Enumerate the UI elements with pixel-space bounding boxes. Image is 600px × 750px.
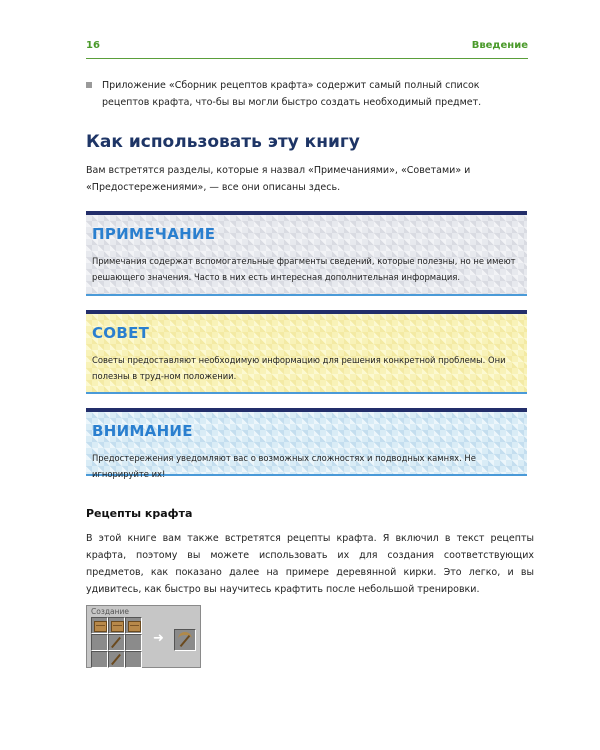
intro-paragraph: Вам встретятся разделы, которые я назвал «Примечаниями», «Советами» и «Предостережениями», — все они описаны здесь. [86,165,471,193]
recipes-heading: Рецепты крафта [86,507,193,520]
plank-icon [111,621,124,632]
section-heading: Как использовать эту книгу [86,132,360,152]
craft-slot [108,634,125,651]
stick-icon [111,654,121,665]
craft-slot [125,617,142,634]
tip-callout-text: Советы предоставляют необходимую информацию для решения конкретной проблемы. Они полезны в труд-ном положении. [92,355,506,381]
craft-result-slot [174,629,196,651]
craft-slot [108,651,125,668]
warning-callout-title: ВНИМАНИЕ [92,422,193,440]
plank-icon [94,621,107,632]
plank-icon [128,621,141,632]
warning-callout-text: Предостережения уведомляют вас о возможных сложностях и подводных камнях. Не игнорируйте их! [92,453,476,479]
craft-slot [91,617,108,634]
bullet-square-icon [86,82,92,88]
page-header [86,40,528,59]
page-number: 16 [86,40,100,51]
craft-slot [91,651,108,668]
craft-slot [108,617,125,634]
note-callout-title: ПРИМЕЧАНИЕ [92,225,216,243]
crafting-label: Создание [91,607,129,616]
stick-icon [111,637,121,648]
bullet-text: Приложение «Сборник рецептов крафта» содержит самый полный список рецептов крафта, что-бы вы могли быстро создать необходимый предмет. [102,80,482,108]
craft-slot [125,634,142,651]
tip-callout [86,310,527,394]
note-callout-text: Примечания содержат вспомогательные фрагменты сведений, которые полезны, но не имеют решающего значения. Часто в них есть интересная дополнительная информация. [92,256,516,282]
recipes-paragraph: В этой книге вам также встретятся рецепты крафта. Я включил в текст рецепты крафта, поэтому вы можете использовать их для создания соответствующих предметов, как показано далее на примере деревянной кирки. Это легко, и вы удивитесь, как быстро вы научитесь крафтить после небольшой тренировки. [86,533,534,595]
tip-callout-title: СОВЕТ [92,324,150,342]
warning-callout [86,408,527,479]
crafting-table-figure [86,605,201,668]
arrow-right-icon: ➜ [153,631,164,646]
running-section-title: Введение [471,40,528,51]
note-callout [86,211,527,296]
bullet-item [86,77,528,111]
craft-slot [125,651,142,668]
craft-slot [91,634,108,651]
